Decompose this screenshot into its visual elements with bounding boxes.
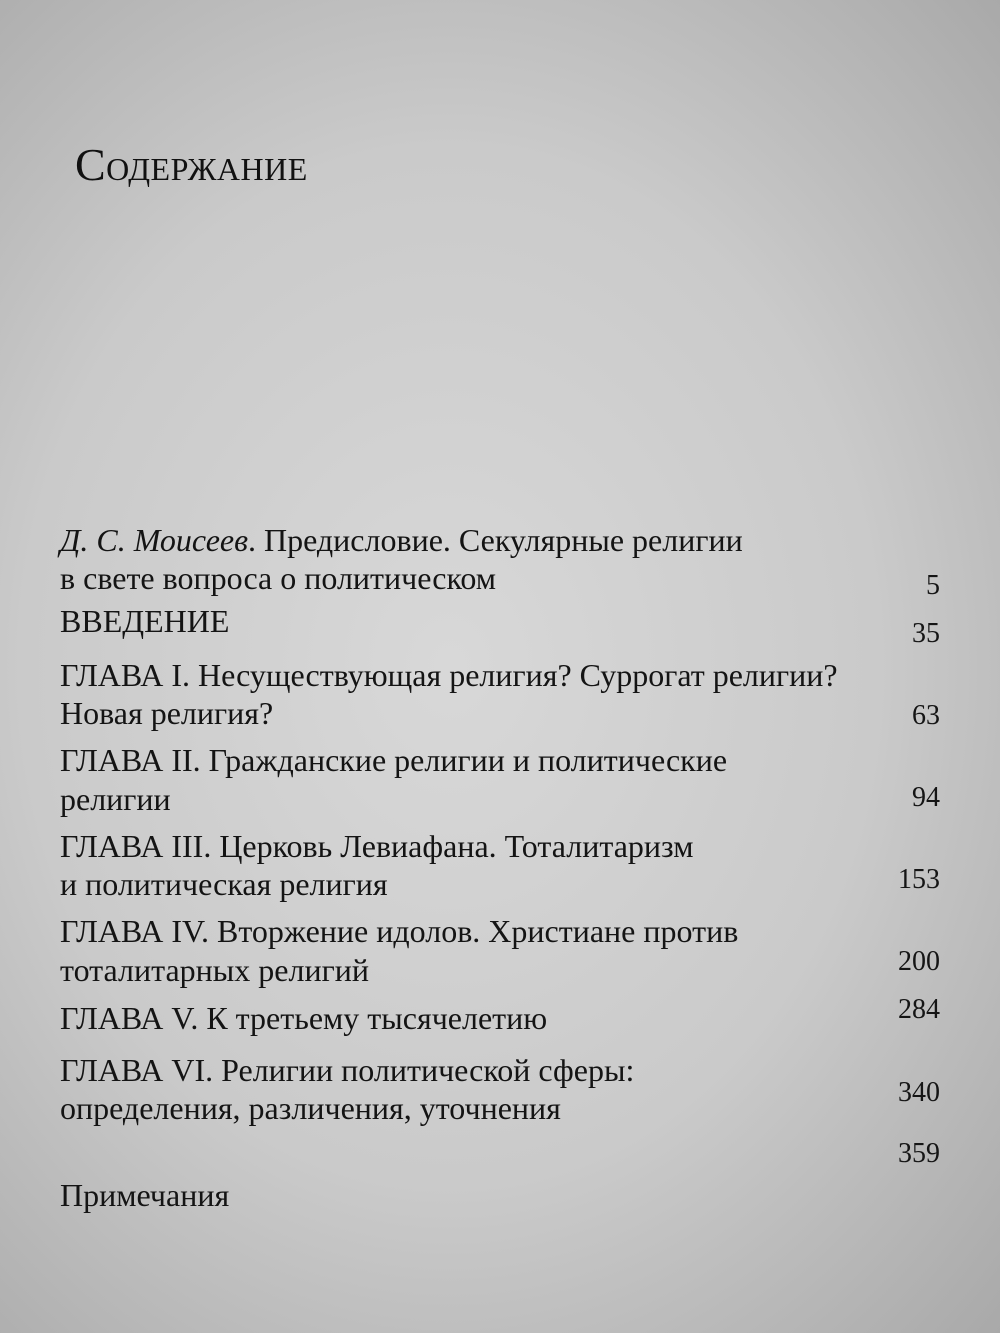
toc-entry-notes: Примечания <box>60 1177 230 1213</box>
toc-page-number: 94 <box>912 782 940 813</box>
toc-entry-preface-author: Д. С. Моисеев <box>60 522 248 558</box>
toc-entry-preface-title: . Предисловие. Секулярные религии <box>247 522 743 558</box>
toc-entry-chapter-4-line2: тоталитарных религий <box>60 952 369 988</box>
toc-entry-preface-line2: в свете вопроса о политическом <box>60 560 496 596</box>
toc-page-number: 200 <box>898 946 940 977</box>
toc-entry-chapter-1-line1: ГЛАВА I. Несуществующая религия? Суррогат религии? <box>60 657 838 693</box>
toc-entry-preface-line1 <box>60 522 743 559</box>
toc-entry-chapter-4-line1: ГЛАВА IV. Вторжение идолов. Христиане против <box>60 913 739 949</box>
toc-page-number: 63 <box>912 700 940 731</box>
toc-page-number: 340 <box>898 1077 940 1108</box>
toc-entry-chapter-5: ГЛАВА V. К третьему тысячелетию <box>60 1000 548 1036</box>
toc-page-number: 284 <box>898 994 940 1025</box>
toc-page-number: 359 <box>898 1138 940 1169</box>
toc-page-number: 153 <box>898 864 940 895</box>
toc-entry-chapter-2-line1: ГЛАВА II. Гражданские религии и политические <box>60 742 728 778</box>
toc-title: Содержание <box>75 139 308 190</box>
toc-entry-chapter-3-line2: и политическая религия <box>60 866 388 902</box>
toc-page-number: 35 <box>912 618 940 649</box>
toc-entry-chapter-3-line1: ГЛАВА III. Церковь Левиафана. Тоталитаризм <box>60 828 694 864</box>
toc-entry-chapter-2-line2: религии <box>60 781 171 817</box>
toc-entry-chapter-1-line2: Новая религия? <box>60 695 274 731</box>
toc-page-number: 5 <box>926 570 940 601</box>
toc-entry-introduction: ВВЕДЕНИЕ <box>60 603 230 639</box>
toc-entry-chapter-6-line2: определения, различения, уточнения <box>60 1090 561 1126</box>
toc-entry-chapter-6-line1: ГЛАВА VI. Религии политической сферы: <box>60 1052 635 1088</box>
